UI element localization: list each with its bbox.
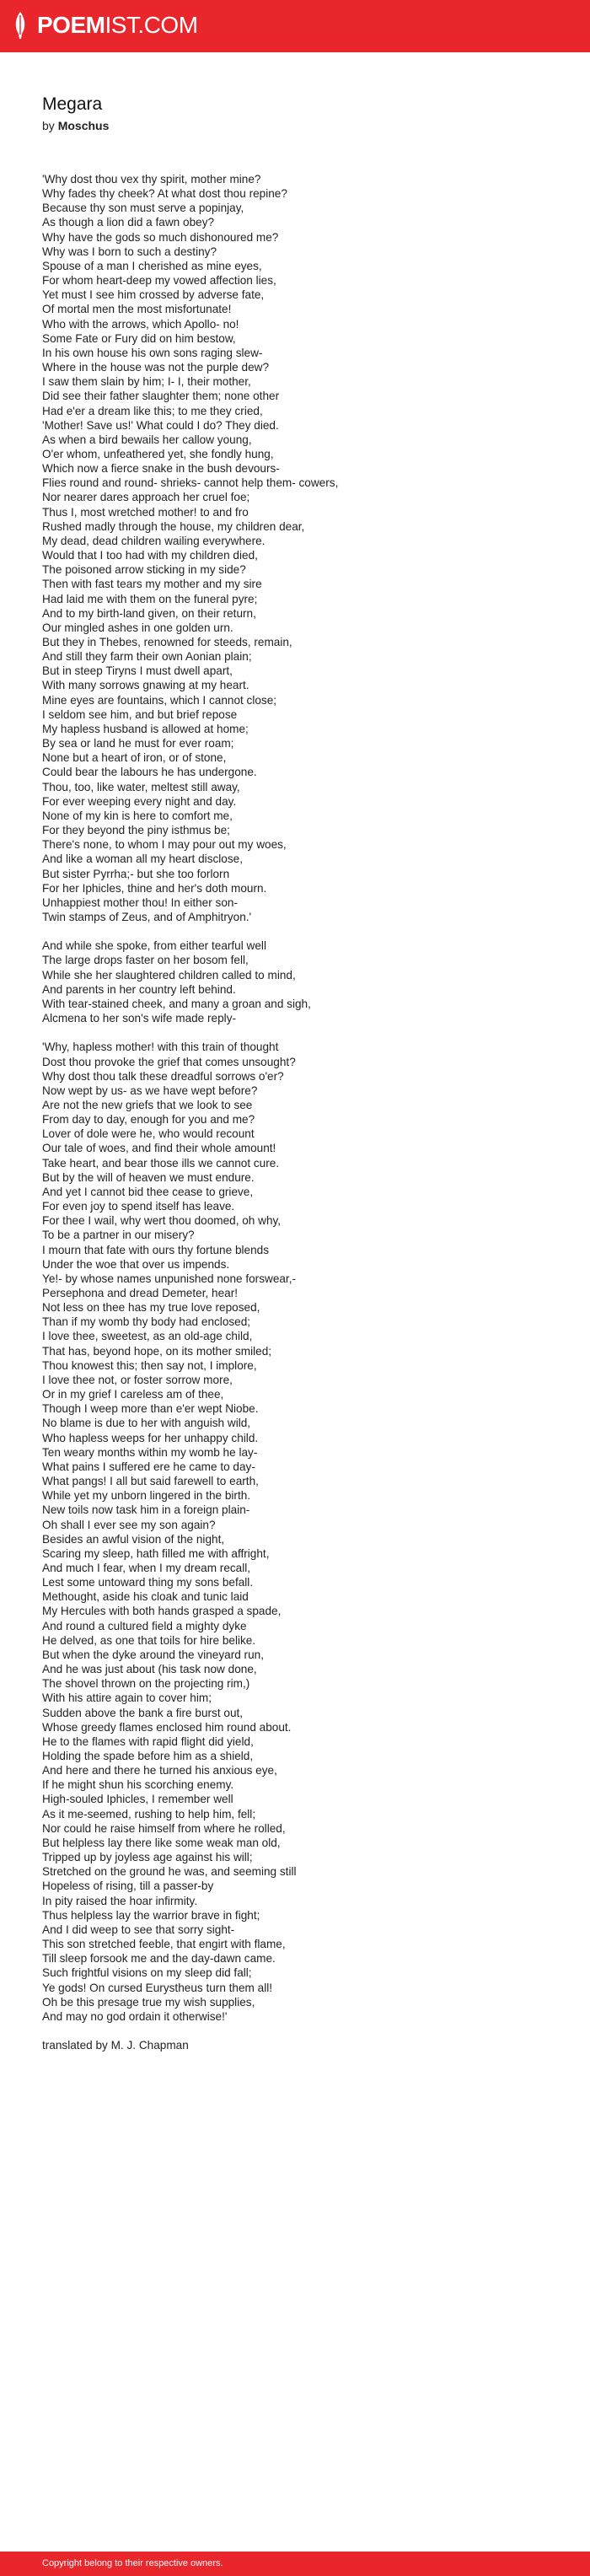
- poem-line: I love thee, sweetest, as an old-age child,: [42, 1330, 253, 1343]
- poem-line: But by the will of heaven we must endure.: [42, 1170, 255, 1184]
- logo-text-bold: POEM: [37, 12, 105, 38]
- by-label: by: [42, 119, 55, 132]
- logo-text-light: IST.COM: [105, 12, 198, 38]
- poem-line: Ten weary months within my womb he lay-: [42, 1445, 258, 1459]
- poem-line: Tripped up by joyless age against his will;: [42, 1851, 253, 1864]
- poem-line: Because thy son must serve a popinjay,: [42, 202, 244, 215]
- poem-line: 'Why, hapless mother! with this train of thought: [42, 1041, 279, 1054]
- poem-line: But sister Pyrrha;- but she too forlorn: [42, 867, 230, 880]
- poem-line: No blame is due to her with anguish wild,: [42, 1417, 251, 1430]
- logo-text: [37, 12, 198, 39]
- poem-line: Such frightful visions on my sleep did fall;: [42, 1966, 252, 1980]
- poem-line: I mourn that fate with ours thy fortune blends: [42, 1243, 270, 1256]
- copyright-text: Copyright belong to their respective owners.: [42, 2558, 223, 2568]
- translator-credit: translated by M. J. Chapman: [42, 2039, 189, 2052]
- poem-line: For ever weeping every night and day.: [42, 794, 237, 808]
- poem-line: My hapless husband is allowed at home;: [42, 722, 249, 735]
- poem-line: In his own house his own sons raging slew-: [42, 346, 263, 359]
- poem-line: While she her slaughtered children called to mind,: [42, 968, 296, 981]
- poem-line: Spouse of a man I cherished as mine eyes,: [42, 259, 262, 272]
- poem-line: Under the woe that over us impends.: [42, 1257, 230, 1271]
- poem-line: For her Iphicles, thine and her's doth mourn.: [42, 881, 267, 895]
- poem-line: Did see their father slaughter them; none other: [42, 390, 280, 403]
- poem-line: He to the flames with rapid flight did yield,: [42, 1734, 254, 1748]
- poem-line: With many sorrows gnawing at my heart.: [42, 679, 249, 692]
- byline: [42, 118, 565, 133]
- poem-line: Scaring my sleep, hath filled me with affright,: [42, 1546, 270, 1560]
- poem-line: For whom heart-deep my vowed affection lies,: [42, 274, 276, 288]
- poem-line: If he might shun his scorching enemy.: [42, 1778, 234, 1792]
- poem-line: Our mingled ashes in one golden urn.: [42, 621, 233, 634]
- poem-stanza: [42, 938, 565, 1025]
- poem-line: Thus helpless lay the warrior brave in fight;: [42, 1908, 260, 1922]
- site-logo[interactable]: [12, 12, 198, 39]
- poem-line: Persephona and dread Demeter, hear!: [42, 1287, 239, 1299]
- poem-line: He delved, as one that toils for hire belike.: [42, 1633, 256, 1647]
- poem-line: Methought, aside his cloak and tunic laid: [42, 1590, 249, 1604]
- poem-line: But when the dyke around the vineyard run,: [42, 1648, 264, 1661]
- poem-line: And I did weep to see that sorry sight-: [42, 1923, 235, 1936]
- poem-line: Twin stamps of Zeus, and of Amphitryon.': [42, 910, 252, 923]
- poem-line: There's none, to whom I may pour out my woes,: [42, 838, 287, 852]
- poem-line: Oh shall I ever see my son again?: [42, 1518, 216, 1531]
- poem-line: As it me-seemed, rushing to help him, fell;: [42, 1807, 256, 1820]
- poem-line: New toils now task him in a foreign plain-: [42, 1503, 250, 1517]
- poem-line: Sudden above the bank a fire burst out,: [42, 1706, 244, 1719]
- poem-line: High-souled Iphicles, I remember well: [42, 1793, 233, 1806]
- poem-line: My Hercules with both hands grasped a spade,: [42, 1605, 282, 1618]
- poem-line: And to my birth-land given, on their return,: [42, 606, 256, 620]
- poem-line: Ye!- by whose names unpunished none forswear,-: [42, 1272, 297, 1285]
- poem-line: Our tale of woes, and find their whole amount!: [42, 1142, 276, 1155]
- poem-line: My dead, dead children wailing everywhere.: [42, 534, 266, 547]
- poem-line: Or in my grief I careless am of thee,: [42, 1388, 224, 1401]
- site-footer: [0, 2552, 590, 2576]
- poem-line: Flies round and round- shrieks- cannot help them- cowers,: [42, 476, 339, 490]
- poem-line: Alcmena to her son's wife made reply-: [42, 1012, 237, 1025]
- poem-line: I love thee not, or foster sorrow more,: [42, 1373, 233, 1386]
- poem-line: And here and there he turned his anxious eye,: [42, 1764, 277, 1777]
- poem-line: In pity raised the hoar infirmity.: [42, 1894, 198, 1907]
- poem-line: Some Fate or Fury did on him bestow,: [42, 331, 236, 345]
- poem-line: Nor nearer dares approach her cruel foe;: [42, 491, 250, 504]
- poem-line: Thou, too, like water, meltest still away,: [42, 780, 240, 793]
- poem-line: Why fades thy cheek? At what dost thou repine?: [42, 187, 287, 201]
- poem-line: Which now a fierce snake in the bush devours-: [42, 462, 280, 476]
- poem-line: None of my kin is here to comfort me,: [42, 809, 233, 822]
- poem-line: For they beyond the piny isthmus be;: [42, 824, 230, 837]
- poem-line: And parents in her country left behind.: [42, 982, 236, 996]
- poem-line: Why was I born to such a destiny?: [42, 245, 217, 258]
- poem-line: Oh be this presage true my wish supplies,: [42, 1995, 255, 2009]
- poem-line: But helpless lay there like some weak man old,: [42, 1836, 281, 1849]
- poem-line: And may no god ordain it otherwise!': [42, 2009, 228, 2023]
- poem-line: Who hapless weeps for her unhappy child.: [42, 1431, 259, 1444]
- poem-line: Lest some untoward thing my sons befall.: [42, 1576, 254, 1589]
- poem-body: [42, 172, 565, 2024]
- poem-line: For thee I wail, why wert thou doomed, oh why,: [42, 1214, 282, 1228]
- poem-line: Thus I, most wretched mother! to and fro: [42, 505, 249, 519]
- poem-line: The poisoned arrow sticking in my side?: [42, 563, 246, 577]
- poem-line: From day to day, enough for you and me?: [42, 1113, 255, 1127]
- poem-line: Then with fast tears my mother and my sire: [42, 578, 262, 591]
- poem-line: Yet must I see him crossed by adverse fate,: [42, 288, 265, 302]
- poem-line: What pains I suffered ere he came to day-: [42, 1460, 255, 1473]
- poem-line: Hopeless of rising, till a passer-by: [42, 1880, 214, 1893]
- poem-line: And round a cultured field a mighty dyke: [42, 1619, 247, 1632]
- poem-line: Though I weep more than e'er wept Niobe.: [42, 1402, 259, 1416]
- poem-line: And yet I cannot bid thee cease to grieve,: [42, 1185, 254, 1198]
- poem-line: None but a heart of iron, or of stone,: [42, 751, 227, 765]
- poem-line: Who with the arrows, which Apollo- no!: [42, 317, 239, 331]
- poem-line: Till sleep forsook me and the day-dawn came.: [42, 1952, 276, 1966]
- poem-line: Unhappiest mother thou! In either son-: [42, 895, 238, 909]
- poem-line: Holding the spade before him as a shield,: [42, 1750, 254, 1762]
- poem-line: Besides an awful vision of the night,: [42, 1532, 225, 1546]
- poem-line: Of mortal men the most misfortunate!: [42, 303, 232, 316]
- poem-line: Had laid me with them on the funeral pyre;: [42, 592, 258, 605]
- poem-title: Megara: [42, 94, 103, 114]
- poem-line: Where in the house was not the purple dew?: [42, 361, 270, 374]
- poem-line: Whose greedy flames enclosed him round about.: [42, 1720, 292, 1734]
- poem-line: And he was just about (his task now done,: [42, 1663, 257, 1676]
- poem-line: I saw them slain by him; I- I, their mother,: [42, 375, 251, 389]
- poem-line: Not less on thee has my true love reposed,: [42, 1301, 260, 1315]
- poem-line: Stretched on the ground he was, and seeming still: [42, 1865, 297, 1879]
- poem-line: For even joy to spend itself has leave.: [42, 1200, 235, 1213]
- poem-line: Had e'er a dream like this; to me they cried,: [42, 404, 263, 417]
- poem-stanza: [42, 172, 565, 924]
- poem-line: I seldom see him, and but brief repose: [42, 707, 238, 721]
- poem-line: Are not the new griefs that we look to see: [42, 1098, 253, 1111]
- poem-line: Mine eyes are fountains, which I cannot close;: [42, 693, 277, 707]
- poem-line: With his attire again to cover him;: [42, 1691, 212, 1705]
- poem-line: Why have the gods so much dishonoured me?: [42, 230, 279, 244]
- site-header: [0, 0, 590, 52]
- poem-line: Take heart, and bear those ills we cannot cure.: [42, 1156, 280, 1170]
- poem-stanza: [42, 1040, 565, 2024]
- poem-line: Ye gods! On cursed Eurystheus turn them all!: [42, 1981, 273, 1994]
- poem-line: The large drops faster on her bosom fell,: [42, 954, 249, 967]
- poem-line: Rushed madly through the house, my children dear,: [42, 519, 305, 533]
- poem-line: Would that I too had with my children died,: [42, 549, 258, 562]
- poem-line: And while she spoke, from either tearful well: [42, 939, 266, 953]
- poem-line: 'Mother! Save us!' What could I do? They died.: [42, 418, 279, 432]
- quill-pen-icon: [12, 12, 29, 39]
- poem-line: O'er whom, unfeathered yet, she fondly hung,: [42, 447, 274, 460]
- poem-line: And much I fear, when I my dream recall,: [42, 1561, 251, 1574]
- poem-line: As though a lion did a fawn obey?: [42, 216, 215, 229]
- poem-line: That has, beyond hope, on its mother smiled;: [42, 1344, 272, 1358]
- poem-line: Lover of dole were he, who would recount: [42, 1127, 255, 1141]
- poem-line: But they in Thebes, renowned for steeds, remain,: [42, 636, 292, 648]
- poem-line: To be a partner in our misery?: [42, 1229, 195, 1242]
- poem-content: [42, 93, 565, 2052]
- poem-line: By sea or land he must for ever roam;: [42, 737, 234, 750]
- author-link[interactable]: Moschus: [57, 119, 110, 132]
- poem-line: And still they farm their own Aonian plain;: [42, 650, 252, 664]
- poem-line: Dost thou provoke the grief that comes unsought?: [42, 1055, 296, 1068]
- poem-line: Thou knowest this; then say not, I implore,: [42, 1358, 257, 1372]
- poem-line: What pangs! I all but said farewell to earth,: [42, 1475, 259, 1488]
- poem-line: With tear-stained cheek, and many a groan and sigh,: [42, 997, 311, 1010]
- poem-line: Could bear the labours he has undergone.: [42, 766, 257, 779]
- poem-line: The shovel thrown on the projecting rim,): [42, 1677, 250, 1691]
- poem-line: And like a woman all my heart disclose,: [42, 852, 243, 866]
- poem-line: Now wept by us- as we have wept before?: [42, 1084, 258, 1097]
- poem-line: Why dost thou talk these dreadful sorrows o'er?: [42, 1069, 284, 1083]
- poem-line: 'Why dost thou vex thy spirit, mother mine?: [42, 173, 261, 186]
- poem-line: As when a bird bewails her callow young,: [42, 433, 252, 446]
- poem-line: But in steep Tiryns I must dwell apart,: [42, 664, 233, 678]
- poem-line: Than if my womb thy body had enclosed;: [42, 1315, 251, 1329]
- poem-line: This son stretched feeble, that engirt with flame,: [42, 1938, 286, 1951]
- poem-line: While yet my unborn lingered in the birth.: [42, 1489, 251, 1503]
- poem-line: Nor could he raise himself from where he rolled,: [42, 1821, 286, 1835]
